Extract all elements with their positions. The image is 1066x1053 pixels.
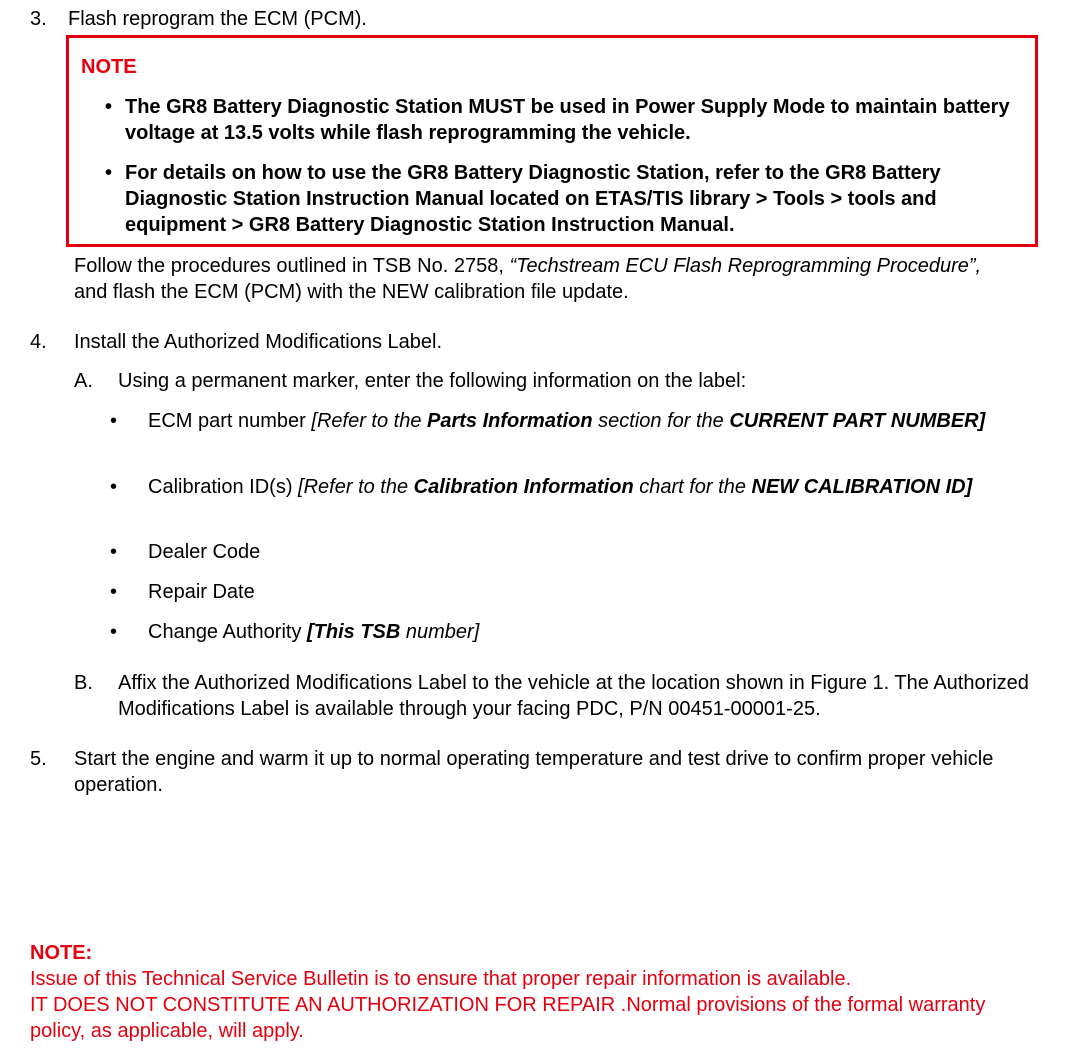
- list-item: Repair Date: [148, 581, 255, 603]
- bullet-icon: •: [105, 162, 113, 184]
- step-text: Flash reprogram the ECM (PCM).: [68, 8, 367, 30]
- footer-note-line: IT DOES NOT CONSTITUTE AN AUTHORIZATION FOR REPAIR .Normal provisions of the formal warranty policy, as applicable, will apply.: [30, 994, 986, 1042]
- step-text: Install the Authorized Modifications Label.: [74, 331, 442, 353]
- bullet-icon: •: [110, 410, 118, 432]
- sub-text: Affix the Authorized Modifications Label to the vehicle at the location shown in Figure 1. The Authorized Modifications Label is available through your facing PDC, P/N 00451-00001-25.: [118, 672, 1029, 720]
- bullet-icon: •: [105, 96, 113, 118]
- step-number: 5.: [30, 748, 47, 770]
- sub-text: Using a permanent marker, enter the following information on the label:: [118, 370, 747, 392]
- bullet-icon: •: [110, 581, 118, 603]
- list-item: Calibration ID(s) [Refer to the Calibration Information chart for the NEW CALIBRATION ID]: [148, 476, 973, 498]
- sub-letter: A.: [74, 370, 93, 392]
- footer-note-title: NOTE:: [30, 942, 93, 964]
- list-item: Change Authority [This TSB number]: [148, 621, 480, 643]
- bullet-icon: •: [110, 476, 118, 498]
- footer-note-line: Issue of this Technical Service Bulletin is to ensure that proper repair information is available.: [30, 968, 852, 990]
- follow-text: Follow the procedures outlined in TSB No. 2758,: [74, 255, 510, 277]
- step-number: 4.: [30, 331, 47, 353]
- tsb-title: “Techstream ECU Flash Reprogramming Procedure”,: [509, 255, 982, 277]
- list-item: Dealer Code: [148, 541, 261, 563]
- list-item: ECM part number [Refer to the Parts Information section for the CURRENT PART NUMBER]: [148, 410, 986, 432]
- bullet-icon: •: [110, 541, 118, 563]
- note-item: For details on how to use the GR8 Battery Diagnostic Station, refer to the GR8 Battery Diagnostic Station Instruction Manual located on ETAS/TIS library > Tools > tools and equipment > GR8 Battery Diagnostic Station Instruction Manual.: [125, 162, 941, 236]
- step-number: 3.: [30, 8, 47, 30]
- step-text: Start the engine and warm it up to normal operating temperature and test drive to confirm proper vehicle operation.: [74, 748, 994, 796]
- follow-procedure-paragraph: [74, 253, 1014, 305]
- note-box: [66, 35, 1038, 247]
- sub-letter: B.: [74, 672, 93, 694]
- note-item: The GR8 Battery Diagnostic Station MUST be used in Power Supply Mode to maintain battery voltage at 13.5 volts while flash reprogramming the vehicle.: [125, 96, 1010, 144]
- note-title: NOTE: [81, 56, 137, 78]
- bullet-icon: •: [110, 621, 118, 643]
- follow-text-end: and flash the ECM (PCM) with the NEW calibration file update.: [74, 281, 629, 303]
